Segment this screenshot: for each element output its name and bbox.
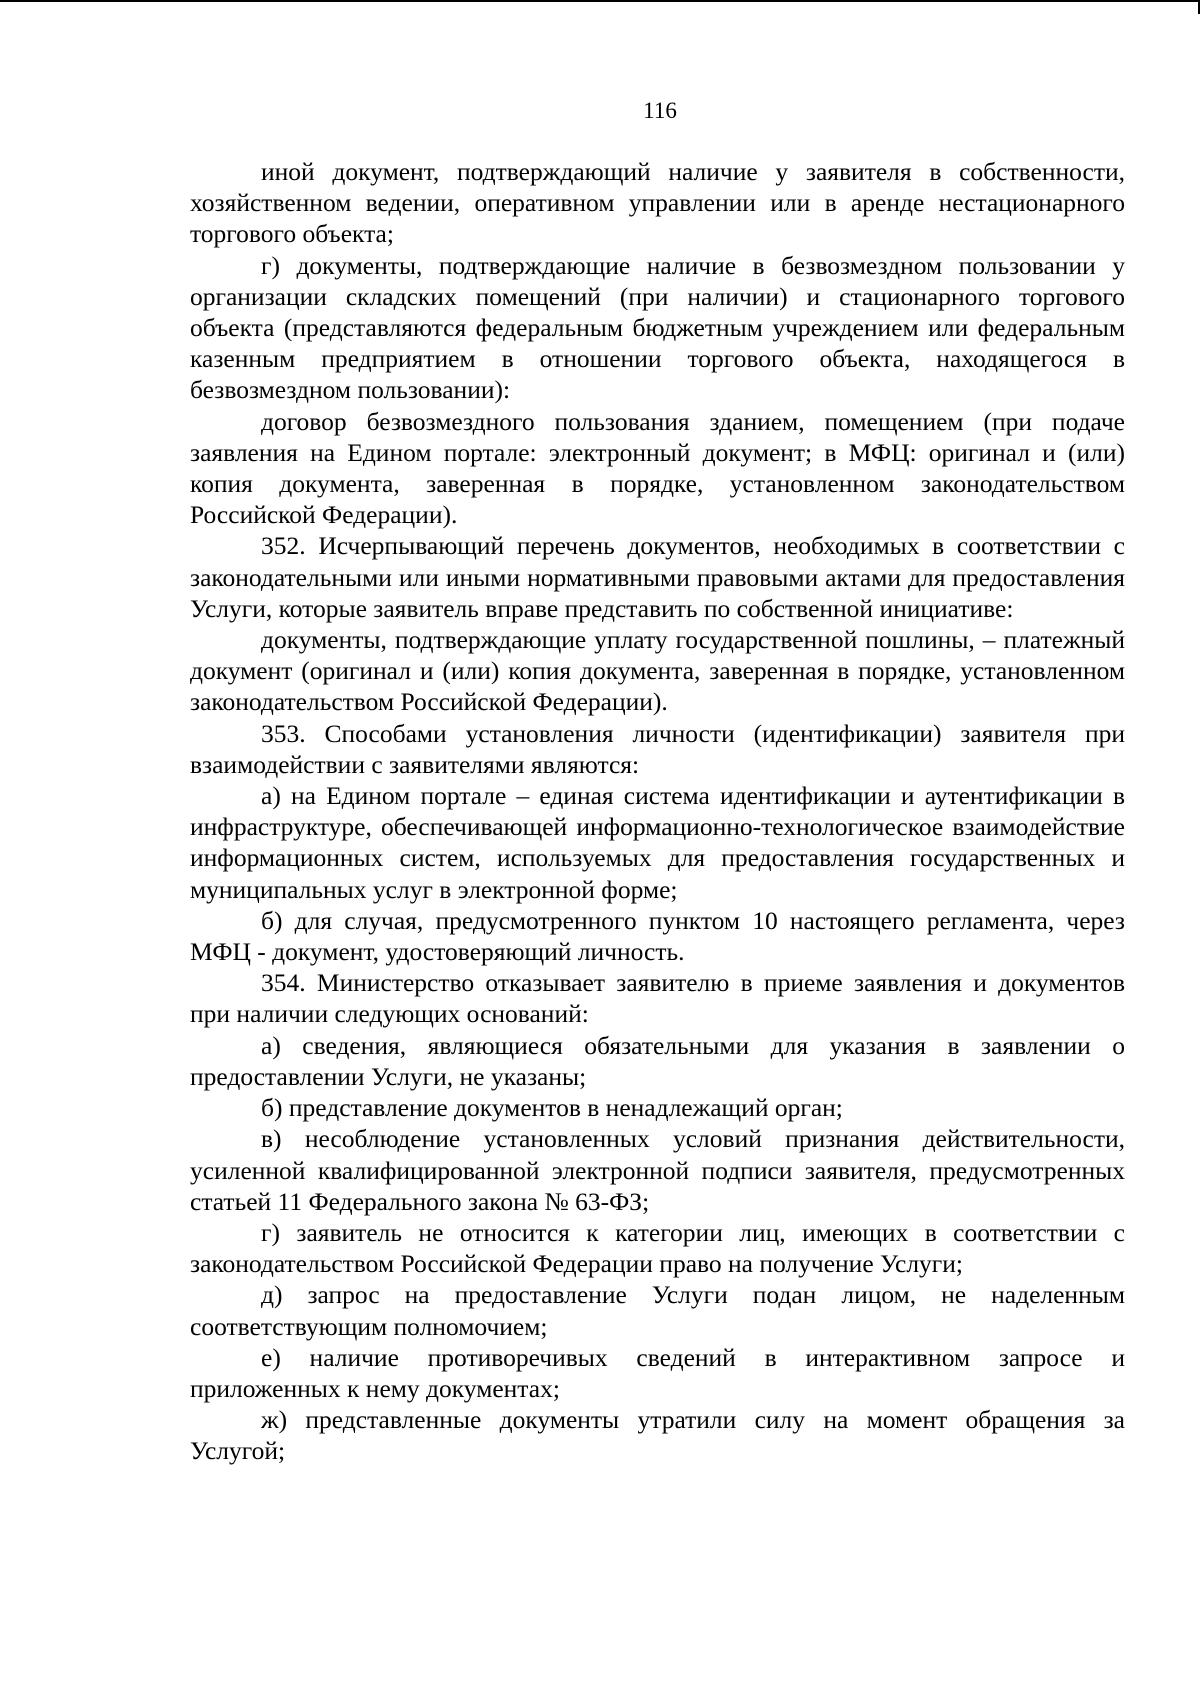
paragraph-354-item-a: а) сведения, являющиеся обязательными для указания в заявлении о предоставлении Услуги, не указаны; [190,1030,1125,1091]
paragraph-354-item-g: г) заявитель не относится к категории лиц, имеющих в соответствии с законодательством Российской Федерации право на получение Услуги; [190,1217,1125,1279]
paragraph-354-item-b: б) представление документов в ненадлежащий орган; [261,1093,843,1123]
paragraph-state-fee-documents: документы, подтверждающие уплату государственной пошлины, – платежный документ (оригинал и (или) копия документа, заверенная в порядке, установленном законодательством Российской Федерации). [190,625,1125,717]
page-number: 116 [643,98,677,123]
paragraph-353-item-a: а) на Едином портале – единая система идентификации и аутентификации в инфраструктуре, обеспечивающей информационно-технологическое взаимодействие информационных систем, используемых для предоставления государственных и муниципальных услуг в электронной форме; [190,781,1125,904]
paragraph-item-g-free-use-documents: г) документы, подтверждающие наличие в безвозмездном пользовании у организации складских помещений (при наличии) и стационарного торгового объекта (представляются федеральным бюджетным учреждением или федеральным казенным предприятием в отношении торгового объекта, находящегося в безвозмездном пользовании): [190,250,1125,405]
document-body [190,156,1125,1467]
paragraph-354-item-v: в) несоблюдение установленных условий признания действительности, усиленной квалифицированной электронной подписи заявителя, предусмотренных статьей 11 Федерального закона № 63-ФЗ; [190,1124,1125,1216]
paragraph-354-item-e: е) наличие противоречивых сведений в интерактивном запросе и приложенных к нему документах; [190,1342,1125,1403]
paragraph-354-item-d: д) запрос на предоставление Услуги подан лицом, не наделенным соответствующим полномочием; [190,1280,1125,1341]
scan-top-border [0,0,1200,2]
paragraph-other-ownership-document: иной документ, подтверждающий наличие у заявителя в собственности, хозяйственном ведении, оперативном управлении или в аренде нестационарного торгового объекта; [190,157,1125,249]
paragraph-354: 354. Министерство отказывает заявителю в приеме заявления и документов при наличии следующих оснований: [190,968,1125,1029]
paragraph-353: 353. Способами установления личности (идентификации) заявителя при взаимодействии с заявителями являются: [190,718,1125,779]
paragraph-354-item-zh: ж) представленные документы утратили силу на момент обращения за Услугой; [190,1405,1125,1466]
paragraph-free-use-contract: договор безвозмездного пользования зданием, помещением (при подаче заявления на Едином портале: электронный документ; в МФЦ: оригинал и (или) копия документа, заверенная в порядке, установленном законодательством Российской Федерации). [190,406,1125,530]
paragraph-352: 352. Исчерпывающий перечень документов, необходимых в соответствии с законодательными или иными нормативными правовыми актами для предоставления Услуги, которые заявитель вправе представить по собственной инициативе: [190,531,1125,623]
paragraph-353-item-b: б) для случая, предусмотренного пунктом 10 настоящего регламента, через МФЦ - документ, удостоверяющий личность. [190,905,1125,967]
